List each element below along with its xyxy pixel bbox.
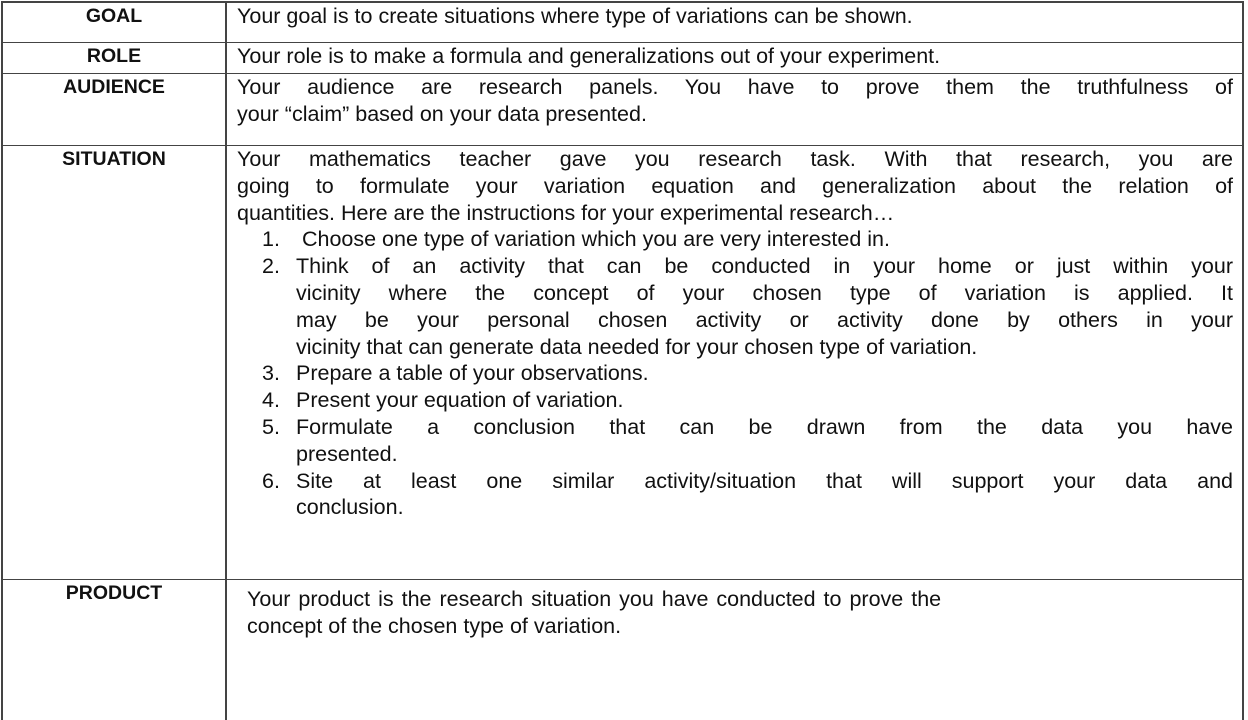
instruction-item-5 <box>262 414 1233 468</box>
audience-text <box>227 74 1242 145</box>
item-number: 6. <box>262 468 280 493</box>
situation-text <box>227 146 1242 579</box>
goal-row <box>3 3 1242 43</box>
item-number: 2. <box>262 254 280 279</box>
role-line: Your role is to make a formula and generalizations out of your experiment. <box>237 44 941 68</box>
role-row <box>3 43 1242 74</box>
item-line: Choose one type of variation which you are very interested in. <box>296 227 890 252</box>
item-line: Prepare a table of your observations. <box>296 361 649 386</box>
item-line: presented. <box>296 441 398 466</box>
audience-line: your “claim” based on your data presented. <box>237 101 647 126</box>
situation-row <box>3 146 1242 580</box>
instruction-item-1 <box>262 226 1233 253</box>
instruction-item-6 <box>262 468 1233 522</box>
product-line: concept of the chosen type of variation. <box>247 613 622 638</box>
item-number: 3. <box>262 361 280 386</box>
item-number: 5. <box>262 414 280 439</box>
audience-label: AUDIENCE <box>3 74 227 145</box>
instruction-item-4 <box>262 387 1233 414</box>
product-line: Your product is the research situation you have conducted to prove the <box>247 587 942 611</box>
item-line: vicinity that can generate data needed for your chosen type of variation. <box>296 334 978 359</box>
product-row <box>3 580 1242 720</box>
item-line: vicinity where the concept of your chosen type of variation is applied. It <box>296 280 1233 305</box>
role-label: ROLE <box>3 43 227 73</box>
item-line: Present your equation of variation. <box>296 388 624 413</box>
grasps-table <box>1 1 1244 720</box>
item-line: may be your personal chosen activity or activity done by others in your <box>296 307 1233 332</box>
situation-intro-line: Your mathematics teacher gave you research task. With that research, you are <box>237 147 1233 171</box>
situation-intro-line: quantities. Here are the instructions for your experimental research… <box>237 200 895 225</box>
instruction-item-2 <box>262 253 1233 360</box>
instruction-item-3 <box>262 360 1233 387</box>
audience-row <box>3 74 1242 146</box>
item-number: 1. <box>262 227 280 252</box>
goal-text <box>227 3 1242 42</box>
situation-label: SITUATION <box>3 146 227 579</box>
product-label: PRODUCT <box>3 580 227 720</box>
goal-label: GOAL <box>3 3 227 42</box>
item-line: Site at least one similar activity/situation that will support your data and <box>296 468 1233 493</box>
item-number: 4. <box>262 388 280 413</box>
audience-line: Your audience are research panels. You have to prove them the truthfulness of <box>237 75 1233 99</box>
situation-intro-line: going to formulate your variation equation and generalization about the relation of <box>237 173 1233 198</box>
role-text <box>227 43 1242 73</box>
product-text <box>227 580 1242 720</box>
item-line: Formulate a conclusion that can be drawn from the data you have <box>296 414 1233 439</box>
item-line: Think of an activity that can be conducted in your home or just within your <box>296 254 1233 279</box>
item-line: conclusion. <box>296 495 404 520</box>
goal-line: Your goal is to create situations where type of variations can be shown. <box>237 4 913 28</box>
